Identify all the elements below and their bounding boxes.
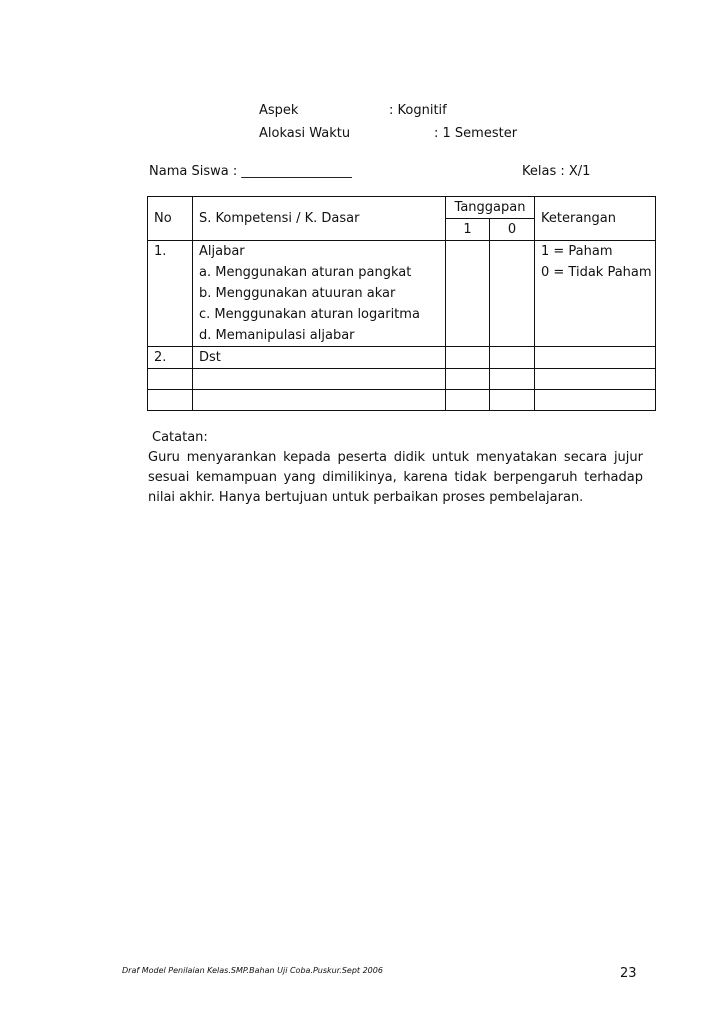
header-keterangan: Keterangan bbox=[535, 197, 656, 241]
footer-text: Draf Model Penilaian Kelas.SMP.Bahan Uji Coba.Puskur.Sept 2006 bbox=[122, 966, 383, 975]
row-item: b. Menggunakan atuuran akar bbox=[199, 286, 396, 301]
row-item: a. Menggunakan aturan pangkat bbox=[199, 265, 412, 280]
kelas: Kelas : X/1 bbox=[522, 164, 591, 179]
keterangan-tidak-paham: 0 = Tidak Paham bbox=[541, 265, 652, 280]
aspek-value: : Kognitif bbox=[389, 103, 447, 118]
row-item: d. Memanipulasi aljabar bbox=[199, 328, 355, 343]
row-no: 1. bbox=[154, 244, 167, 259]
keterangan-paham: 1 = Paham bbox=[541, 244, 613, 259]
header-kompetensi: S. Kompetensi / K. Dasar bbox=[193, 197, 446, 241]
header-score-0: 0 bbox=[490, 219, 535, 241]
header-tanggapan: Tanggapan bbox=[446, 197, 535, 219]
table-row bbox=[148, 241, 656, 347]
row-item: c. Menggunakan aturan logaritma bbox=[199, 307, 420, 322]
page-number: 23 bbox=[620, 966, 637, 981]
table-row bbox=[148, 390, 656, 411]
table-row bbox=[148, 369, 656, 390]
catatan-title: Catatan: bbox=[152, 430, 208, 445]
catatan-body: Guru menyarankan kepada peserta didik untuk menyatakan secara jujur sesuai kemampuan yang dimilikinya, karena tidak berpengaruh terhadap nilai akhir. Hanya bertujuan untuk perbaikan proses pembelajaran. bbox=[148, 450, 643, 505]
row-item: Aljabar bbox=[199, 244, 245, 259]
nama-siswa: Nama Siswa : _________________ bbox=[149, 164, 352, 179]
alokasi-value: : 1 Semester bbox=[434, 126, 518, 141]
row-no: 2. bbox=[154, 350, 167, 365]
alokasi-label: Alokasi Waktu bbox=[259, 126, 351, 141]
row-item: Dst bbox=[199, 350, 221, 365]
table-row bbox=[148, 347, 656, 369]
catatan-section bbox=[148, 428, 643, 508]
header-no: No bbox=[148, 197, 193, 241]
header-score-1: 1 bbox=[446, 219, 490, 241]
assessment-table bbox=[147, 196, 656, 411]
aspek-label: Aspek bbox=[259, 103, 299, 118]
